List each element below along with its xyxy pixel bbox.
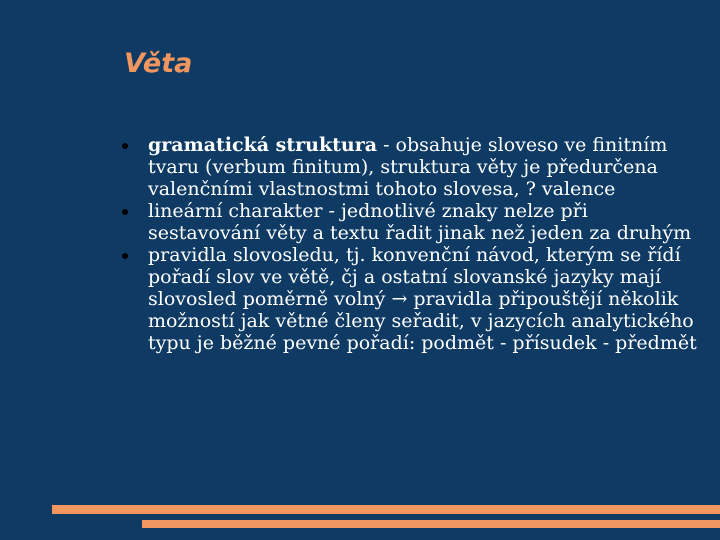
bullet-text: pravidla slovosledu, tj. konvenční návod, kterým se řídí pořadí slov ve větě, čj a ostatní slovanské jazyky mají slovosled poměrně volný → pravidla připouštějí několik možností jak větné členy seřadit, v jazycích analytického typu je běžné pevné pořadí: podmět - přísudek - předmět xyxy=(148,244,697,354)
bullet-text: lineární charakter - jednotlivé znaky nelze při sestavování věty a textu řadit jinak než jeden za druhým xyxy=(148,200,692,244)
decorative-bar-top xyxy=(52,505,720,514)
bullet-dot-icon xyxy=(122,143,128,149)
bullet-text: - obsahuje sloveso ve finitním tvaru (verbum finitum), struktura věty je předurčena valenčními vlastnostmi tohoto slovesa, ? valence xyxy=(148,134,668,200)
slide-title: Věta xyxy=(124,48,193,79)
bullet-item-grammatical-structure xyxy=(118,134,698,200)
bullet-dot-icon xyxy=(122,209,128,215)
bullet-item-linear-character xyxy=(118,200,698,244)
bullet-item-word-order-rules xyxy=(118,244,698,354)
bullet-bold-term: gramatická struktura xyxy=(148,134,378,156)
bullet-dot-icon xyxy=(122,253,128,259)
bullet-list xyxy=(118,134,698,354)
decorative-bar-bottom xyxy=(142,520,720,528)
